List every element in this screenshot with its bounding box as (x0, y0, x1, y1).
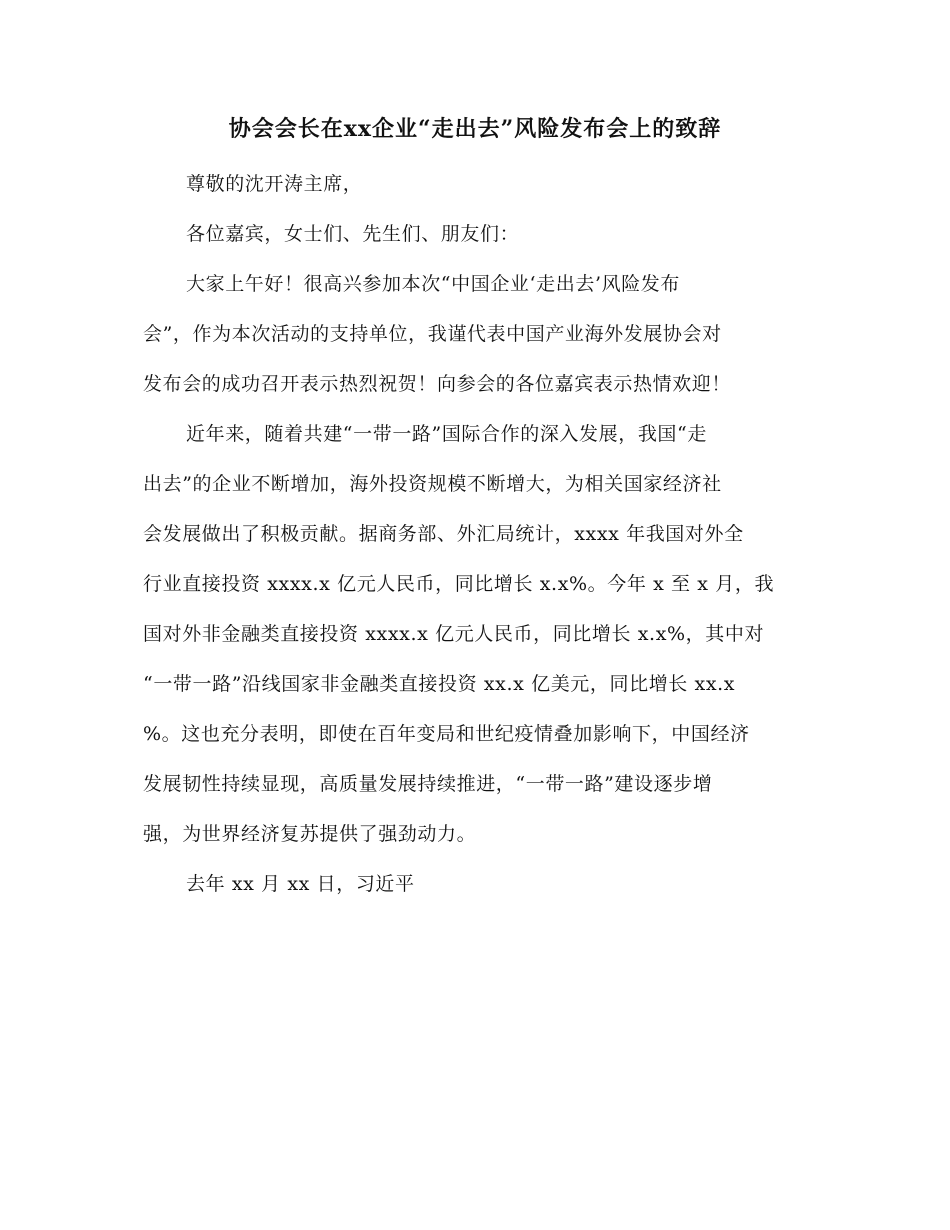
paragraph-line: 去年 xx 月 xx 日，习近平 (186, 873, 415, 895)
paragraph-line: “一带一路”沿线国家非金融类直接投资 xx.x 亿美元，同比增长 xx.x (143, 673, 736, 695)
paragraph-line: 会”，作为本次活动的支持单位，我谨代表中国产业海外发展协会对 (143, 323, 722, 345)
paragraph-line: 会发展做出了积极贡献。据商务部、外汇局统计，xxxx 年我国对外全 (143, 523, 744, 545)
paragraph-line: 出去”的企业不断增加，海外投资规模不断增大，为相关国家经济社 (143, 473, 722, 495)
paragraph-line: 大家上午好！很高兴参加本次“中国企业‘走出去’风险发布 (186, 273, 680, 295)
salutation-line: 尊敬的沈开涛主席， (186, 173, 363, 195)
document-body (143, 164, 813, 914)
document-title: 协会会长在xx企业“走出去”风险发布会上的致辞 (228, 116, 722, 142)
paragraph-line: 国对外非金融类直接投资 xxxx.x 亿元人民币，同比增长 x.x%，其中对 (143, 623, 765, 645)
salutation-line: 各位嘉宾，女士们、先生们、朋友们： (186, 223, 520, 245)
paragraph-line: 行业直接投资 xxxx.x 亿元人民币，同比增长 x.x%。今年 x 至 x 月，我 (143, 573, 775, 595)
paragraph-line: 近年来，随着共建“一带一路”国际合作的深入发展，我国“走 (186, 423, 707, 445)
paragraph-line: 发展韧性持续显现，高质量发展持续推进，“一带一路”建设逐步增 (143, 773, 713, 795)
paragraph-line: 发布会的成功召开表示热烈祝贺！向参会的各位嘉宾表示热情欢迎！ (143, 373, 732, 395)
paragraph-line: %。这也充分表明，即使在百年变局和世纪疫情叠加影响下，中国经济 (143, 723, 750, 745)
paragraph-line: 强，为世界经济复苏提供了强劲动力。 (143, 823, 477, 845)
